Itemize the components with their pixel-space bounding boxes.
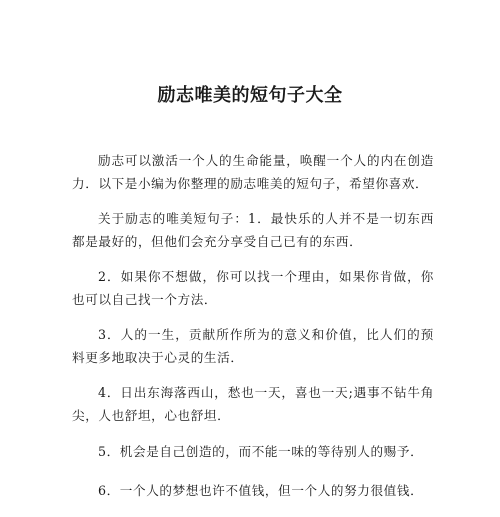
quote-paragraph-3: 3．人的一生，贡献所作所为的意义和价值，比人们的预料更多地取决于心灵的生活． — [72, 327, 434, 365]
quote-paragraph-5: 5．机会是自己创造的，而不能一味的等待别人的赐予． — [98, 444, 424, 459]
quote-paragraph-6: 6．一个人的梦想也许不值钱，但一个人的努力很值钱． — [98, 483, 424, 498]
quote-paragraph-4: 4．日出东海落西山，愁也一天，喜也一天;遇事不钻牛角尖，人也舒坦，心也舒坦． — [72, 385, 434, 423]
quote-paragraph-1: 关于励志的唯美短句子：1．最快乐的人并不是一切东西都是最好的，但他们会充分享受自己已有的东西． — [72, 211, 434, 249]
intro-paragraph: 励志可以激活一个人的生命能量，唤醒一个人的内在创造力．以下是小编为你整理的励志唯美的短句子，希望你喜欢． — [72, 153, 434, 191]
quote-paragraph-2: 2．如果你不想做，你可以找一个理由，如果你肯做，你也可以自己找一个方法． — [72, 269, 434, 307]
document-title: 励志唯美的短句子大全 — [157, 85, 343, 106]
